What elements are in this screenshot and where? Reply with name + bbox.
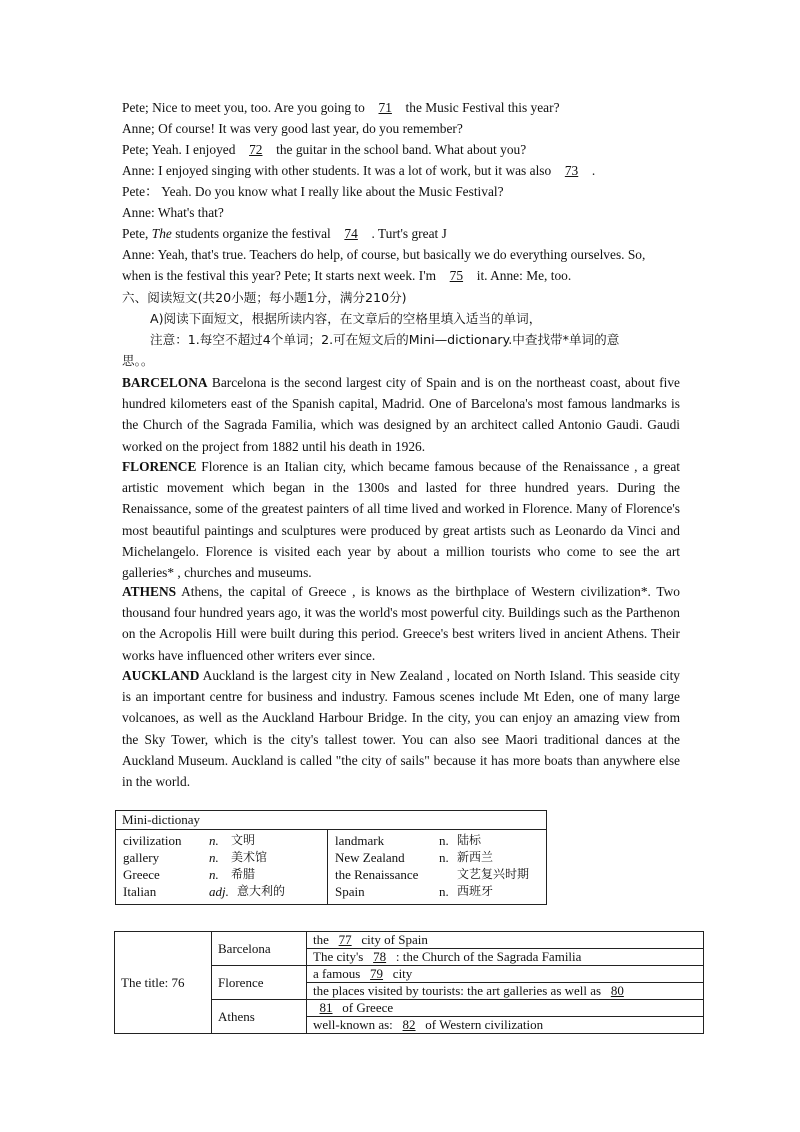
speaker: Anne:: [122, 247, 155, 262]
line-text: Nice to meet you, too. Are you going to: [148, 100, 369, 115]
dictionary-entry: [123, 832, 327, 849]
dictionary-entry: [123, 849, 327, 866]
answer-blank: 77: [338, 932, 352, 947]
city-heading: ATHENS: [122, 584, 177, 599]
passage-text: Athens, the capital of Greece , is knows as the birthplace of Western civilization*. Two thousand four hundred years ago, it was the world's most powerful city. Buildings such as the Parthenon on the Acropolis Hill were built during this period. Greece's best writers lived in ancient Athens. Their works have influenced other writers ever since.: [122, 584, 680, 663]
entry-definition: 希腊: [231, 867, 256, 881]
dictionary-entry: [335, 832, 529, 849]
answer-blank: 72: [249, 142, 263, 157]
passage-athens: [122, 581, 680, 666]
mini-dictionary: [115, 810, 547, 905]
dictionary-title: Mini-dictionay: [116, 811, 546, 830]
dictionary-left-column: [116, 830, 328, 904]
line-text: when is the festival this year? Pete; It starts next week. I'm: [122, 268, 440, 283]
entry-pos: n.: [439, 833, 449, 848]
row-city: Athens: [212, 1000, 307, 1034]
entry-word: Spain: [335, 884, 365, 899]
line-text: What's that?: [154, 205, 224, 220]
summary-cell: [307, 932, 704, 949]
passage-barcelona: [122, 372, 680, 457]
passage-florence: [122, 456, 680, 583]
dialogue-line: [122, 182, 504, 202]
line-text: .: [588, 163, 596, 178]
answer-blank: 79: [370, 966, 384, 981]
entry-definition: 文明: [231, 833, 256, 847]
city-heading: FLORENCE: [122, 459, 197, 474]
answer-blank: 75: [449, 268, 464, 283]
speaker: Anne:: [122, 163, 155, 178]
entry-word: New Zealand: [335, 850, 405, 865]
row-city: Florence: [212, 966, 307, 1000]
dialogue-line: [122, 224, 447, 244]
passage-text: Auckland is the largest city in New Zealand , located on North Island. This seaside city is an important centre for business and industry. Famous scenes include Mt Eden, one of many large volcanoes, as well as the Auckland Harbour Bridge. In the city, you can enjoy an amazing view from the Sky Tower, which is the city's tallest tower. You can also see Maori traditional dances at the Auckland Museum. Auckland is called "the city of sails" because it has more boats than anywhere else in the world.: [122, 668, 680, 790]
entry-word: civilization: [123, 833, 182, 848]
cell-text: the: [313, 932, 333, 947]
passage-text: Florence is an Italian city, which became famous because of the Renaissance , a great artistic movement which began in the 1300s and lasted for three hundred years. During the Renaissance, some of the greatest painters of all time lived and worked in Florence. Many of Florence's most beautiful paintings and sculptures were produced by great artists such as Leonardo da Vinci and Michelangelo. Florence is visited each year by about a million tourists who come to see the art galleries* , churches and museums.: [122, 459, 680, 581]
cell-text: The city's: [313, 949, 367, 964]
section-note: 注意：1.每空不超过4个单词；2.可在短文后的Mini—dictionary.中查找带*单词的意: [150, 332, 620, 347]
entry-word: landmark: [335, 833, 385, 848]
entry-word: Greece: [123, 867, 160, 882]
speaker: Anne;: [122, 121, 155, 136]
entry-word: gallery: [123, 850, 160, 865]
line-text: students organize the festival: [171, 226, 335, 241]
dialogue-line: [122, 119, 463, 139]
answer-blank: 78: [373, 949, 387, 964]
dialogue-line: [122, 140, 526, 160]
summary-cell: [307, 983, 704, 1000]
dictionary-entry: [335, 866, 529, 883]
cell-text: city of Spain: [358, 932, 428, 947]
summary-title: The title: 76: [115, 932, 212, 1034]
cell-text: : the Church of the Sagrada Familia: [392, 949, 582, 964]
speaker: Anne:: [122, 205, 155, 220]
entry-pos: adj.: [209, 884, 229, 899]
cell-text: well-known as:: [313, 1017, 397, 1032]
speaker: Pete;: [122, 100, 149, 115]
speaker: Pete,: [122, 226, 149, 241]
summary-cell: [307, 1017, 704, 1034]
answer-blank: 81: [319, 1000, 333, 1015]
entry-word: the Renaissance: [335, 867, 419, 882]
entry-pos: n.: [439, 884, 449, 899]
line-text: Yeah, that's true. Teachers do help, of course, but basically we do everything ourselves. So,: [154, 247, 646, 262]
line-text: Yeah. I enjoyed: [148, 142, 239, 157]
entry-pos: n.: [439, 850, 449, 865]
answer-blank: 73: [564, 163, 579, 178]
summary-cell: [307, 966, 704, 983]
section-heading: 六、阅读短文(共20小题；每小题1分，满分210分): [122, 290, 407, 305]
speaker: Pete：: [122, 184, 159, 199]
line-text: the Music Festival this year?: [402, 100, 560, 115]
cell-text: city: [389, 966, 413, 981]
dialogue-line: [122, 203, 224, 223]
dialogue-line: [122, 161, 595, 181]
cell-text: a famous: [313, 966, 364, 981]
entry-pos: n.: [209, 850, 219, 865]
line-text: I enjoyed singing with other students. It was a lot of work, but it was also: [154, 163, 555, 178]
summary-cell: [307, 949, 704, 966]
entry-definition: 新西兰: [457, 850, 494, 864]
section-note-cont: 思。。: [122, 353, 154, 368]
dictionary-entry: [123, 866, 327, 883]
dictionary-right-column: [328, 830, 529, 904]
entry-definition: 文艺复兴时期: [457, 867, 530, 881]
line-text: Of course! It was very good last year, do you remember?: [154, 121, 463, 136]
cell-text: the places visited by tourists: the art galleries as well as: [313, 983, 605, 998]
answer-blank: 80: [610, 983, 624, 998]
entry-pos: n.: [209, 867, 219, 882]
dialogue-line: [122, 266, 571, 286]
entry-definition: 陆标: [457, 833, 482, 847]
entry-word: Italian: [123, 884, 157, 899]
entry-pos: n.: [209, 833, 219, 848]
city-heading: AUCKLAND: [122, 668, 200, 683]
summary-cell: [307, 1000, 704, 1017]
summary-table: [114, 931, 704, 1034]
passage-text: Barcelona is the second largest city of Spain and is on the northeast coast, about five hundred kilometers east of the Spanish capital, Madrid. One of Barcelona's most famous landmarks is the Church of the Sagrada Familia, which was designed by an architect called Antonio Gaudi. Gaudi worked on the project from 1882 until his death in 1926.: [122, 375, 680, 454]
passage-auckland: [122, 665, 680, 792]
speaker: Pete;: [122, 142, 149, 157]
dialogue-line: [122, 98, 560, 118]
answer-blank: 82: [402, 1017, 416, 1032]
line-text: the guitar in the school band. What about you?: [272, 142, 527, 157]
entry-definition: 美术馆: [231, 850, 268, 864]
line-text: . Turt's great J: [368, 226, 447, 241]
entry-definition: 西班牙: [457, 884, 494, 898]
section-subheading: A)阅读下面短文，根据所读内容，在文章后的空格里填入适当的单词，: [150, 311, 542, 326]
entry-pos: [439, 866, 457, 883]
line-text: it. Anne: Me, too.: [473, 268, 572, 283]
dictionary-entry: [335, 883, 529, 900]
cell-text: of Western civilization: [422, 1017, 544, 1032]
city-heading: BARCELONA: [122, 375, 208, 390]
entry-definition: 意大利的: [237, 884, 286, 898]
answer-blank: 74: [344, 226, 358, 241]
cell-text: of Greece: [339, 1000, 394, 1015]
dialogue-line: [122, 245, 645, 265]
dictionary-entry: [335, 849, 529, 866]
dictionary-entry: [123, 883, 327, 900]
answer-blank: 71: [378, 100, 392, 115]
italic-word: The: [151, 226, 172, 241]
line-text: Yeah. Do you know what I really like about the Music Festival?: [158, 184, 504, 199]
row-city: Barcelona: [212, 932, 307, 966]
